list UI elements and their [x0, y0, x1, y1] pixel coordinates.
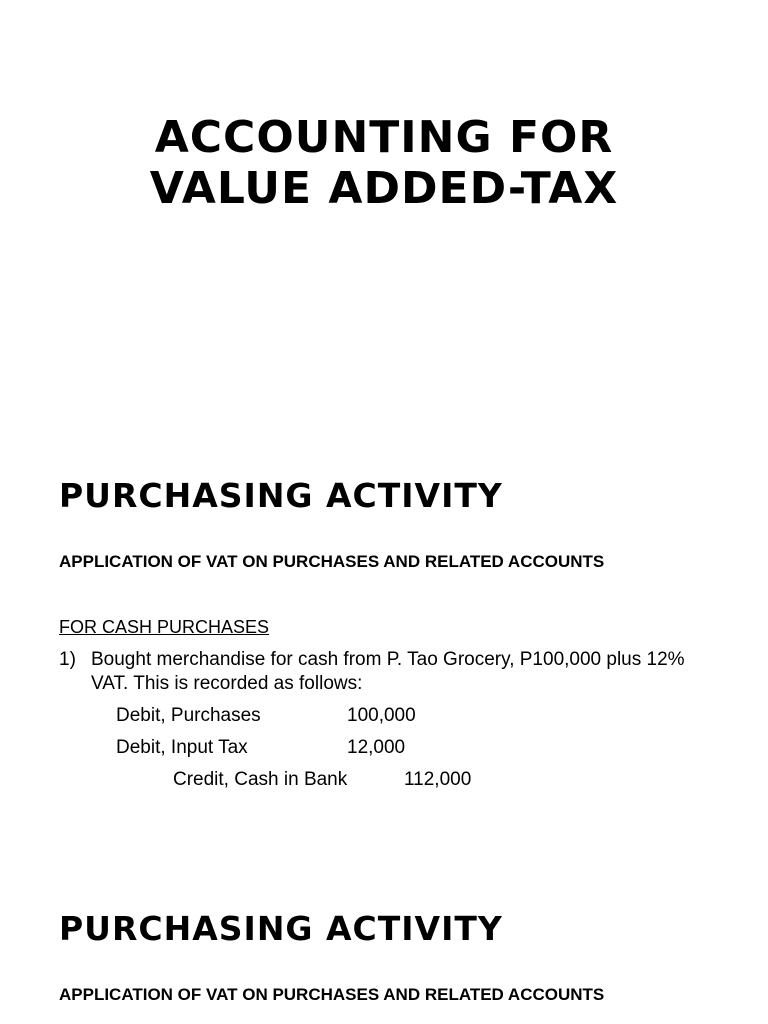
- section-heading-2: PURCHASING ACTIVITY: [59, 909, 503, 948]
- cash-purchases-label: FOR CASH PURCHASES: [59, 617, 270, 637]
- item-number: 1): [59, 649, 76, 670]
- entry-label: Credit, Cash in Bank: [173, 769, 348, 790]
- entry-label: Debit, Input Tax: [116, 737, 248, 758]
- title-line-1: ACCOUNTING FOR: [154, 112, 614, 163]
- item-text: Bought merchandise for cash from P. Tao Grocery, P100,000 plus 12% VAT. This is recorded as follows:: [91, 649, 685, 694]
- page-title: [0, 112, 768, 214]
- entry-amount: 112,000: [404, 769, 472, 790]
- entry-amount: 12,000: [347, 737, 406, 758]
- entry-label: Debit, Purchases: [116, 705, 261, 726]
- section-heading: PURCHASING ACTIVITY: [59, 476, 503, 515]
- section-subheading: APPLICATION OF VAT ON PURCHASES AND RELATED ACCOUNTS: [59, 552, 605, 571]
- list-item: [59, 648, 709, 696]
- entry-amount: 100,000: [347, 705, 416, 726]
- section-subheading-2: APPLICATION OF VAT ON PURCHASES AND RELATED ACCOUNTS: [59, 985, 605, 1004]
- title-line-2: VALUE ADDED-TAX: [149, 163, 619, 214]
